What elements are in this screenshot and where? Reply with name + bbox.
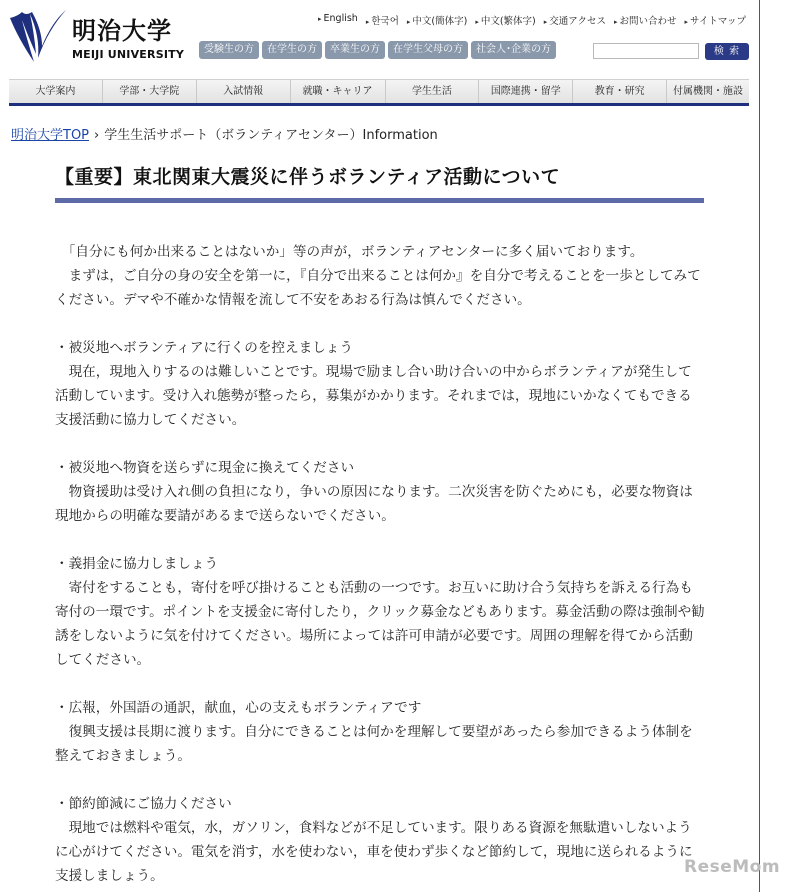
logo-japanese-name: 明治大学	[72, 17, 172, 45]
utility-link-5[interactable]: ▸ お問い合わせ	[614, 13, 677, 27]
paragraph-spacer	[55, 432, 705, 456]
audience-button-1[interactable]: 在学生の方	[262, 41, 322, 59]
breadcrumb	[11, 124, 438, 143]
paragraph: 寄付をすることも，寄付を呼び掛けることも活動の一つです。お互いに助け合う気持ちを訴える行為も寄付の一環です。ポイントを支援金に寄付したり，クリック募金などもあります。募金活動の際は強制や勧誘をしないように気を付けてください。場所によっては許可申請が必要です。周囲の理解を得てから活動してください。	[55, 580, 705, 668]
audience-nav	[199, 41, 556, 59]
search-input[interactable]	[593, 43, 699, 59]
paragraph-spacer	[55, 768, 705, 792]
nav-item-0[interactable]: 大学案内	[9, 80, 103, 103]
paragraph-spacer	[55, 672, 705, 696]
utility-link-2[interactable]: ▸ 中文(簡体字)	[407, 13, 467, 27]
nav-item-1[interactable]: 学部・大学院	[103, 80, 197, 103]
breadcrumb-home-link[interactable]: 明治大学TOP	[11, 128, 90, 143]
paragraph: 現地では燃料や電気，水，ガソリン，食料などが不足しています。限りある資源を無駄遣いしないように心がけてください。電気を消す，水を使わない，車を使わず歩くなど節約して，現地に送られるように支援しましょう。	[55, 820, 693, 884]
paragraph-spacer	[55, 528, 705, 552]
page-right-border	[759, 0, 760, 892]
section-heading: ・義捐金に協力しましょう	[55, 556, 219, 572]
nav-item-7[interactable]: 付属機関・施設	[673, 86, 744, 97]
nav-item-5[interactable]: 国際連携・留学	[479, 80, 573, 103]
page-title: 【重要】東北関東大震災に伴うボランティア活動について	[55, 166, 561, 188]
meiji-logo[interactable]	[8, 8, 188, 66]
audience-button-4[interactable]: 社会人･企業の方	[471, 41, 556, 59]
utility-link-6[interactable]: ▸ サイトマップ	[685, 13, 746, 27]
section-heading: ・広報，外国語の通訳，献血，心の支えもボランティアです	[55, 700, 422, 716]
audience-button-3[interactable]: 在学生父母の方	[388, 41, 468, 59]
paragraph: 現在，現地入りするのは難しいことです。現場で励まし合い助け合いの中からボランティアが発生して活動しています。受け入れ態勢が整ったら，募集がかかります。それまでは，現地にいかなくてもできる支援活動に協力してください。	[55, 364, 692, 428]
utility-links	[318, 13, 746, 27]
utility-link-3[interactable]: ▸ 中文(繁体字)	[475, 13, 535, 27]
search-button[interactable]: 検 索	[705, 43, 749, 60]
paragraph: まずは，ご自分の身の安全を第一に，『自分で出来ることは何か』を自分で考えることを一歩としてみてください。デマや不確かな情報を流して不安をあおる行為は慎んでください。	[55, 268, 701, 308]
utility-link-1[interactable]: ▸ 한국어	[366, 13, 399, 27]
nav-item-6[interactable]: 教育・研究	[573, 80, 667, 103]
nav-item-3[interactable]: 就職・キャリア	[291, 80, 386, 103]
global-nav	[9, 79, 749, 106]
section-heading: ・被災地へ物資を送らずに現金に換えてください	[55, 460, 355, 476]
utility-link-0[interactable]: ▸ English	[318, 13, 358, 27]
utility-link-4[interactable]: ▸ 交通アクセス	[544, 13, 606, 27]
section-heading: ・被災地へボランティアに行くのを控えましょう	[55, 340, 353, 356]
resemom-watermark: ReseMom	[684, 857, 781, 877]
nav-item-2[interactable]: 入試情報	[197, 80, 291, 103]
paragraph: 「自分にも何か出来ることはないか」等の声が，ボランティアセンターに多く届いております。	[55, 244, 644, 260]
logo-english-name: MEIJI UNIVERSITY	[72, 48, 184, 61]
title-underline	[55, 198, 704, 203]
paragraph: 復興支援は長期に渡ります。自分にできることは何かを理解して要望があったら参加できるよう体制を整えておきましょう。	[55, 724, 693, 764]
paragraph-spacer	[55, 312, 705, 336]
meiji-emblem-icon	[8, 8, 68, 64]
article-body	[55, 240, 705, 888]
nav-item-4[interactable]: 学生生活	[386, 80, 480, 103]
section-heading: ・節約節減にご協力ください	[55, 796, 232, 812]
audience-button-2[interactable]: 卒業生の方	[325, 41, 385, 59]
paragraph: 物資援助は受け入れ側の負担になり，争いの原因になります。二次災害を防ぐためにも，必要な物資は現地からの明確な要請があるまで送らないでください。	[55, 484, 693, 524]
breadcrumb-current: 学生生活サポート（ボランティアセンター）Information	[104, 128, 438, 143]
audience-button-0[interactable]: 受験生の方	[199, 41, 259, 59]
breadcrumb-separator: ›	[94, 128, 100, 143]
